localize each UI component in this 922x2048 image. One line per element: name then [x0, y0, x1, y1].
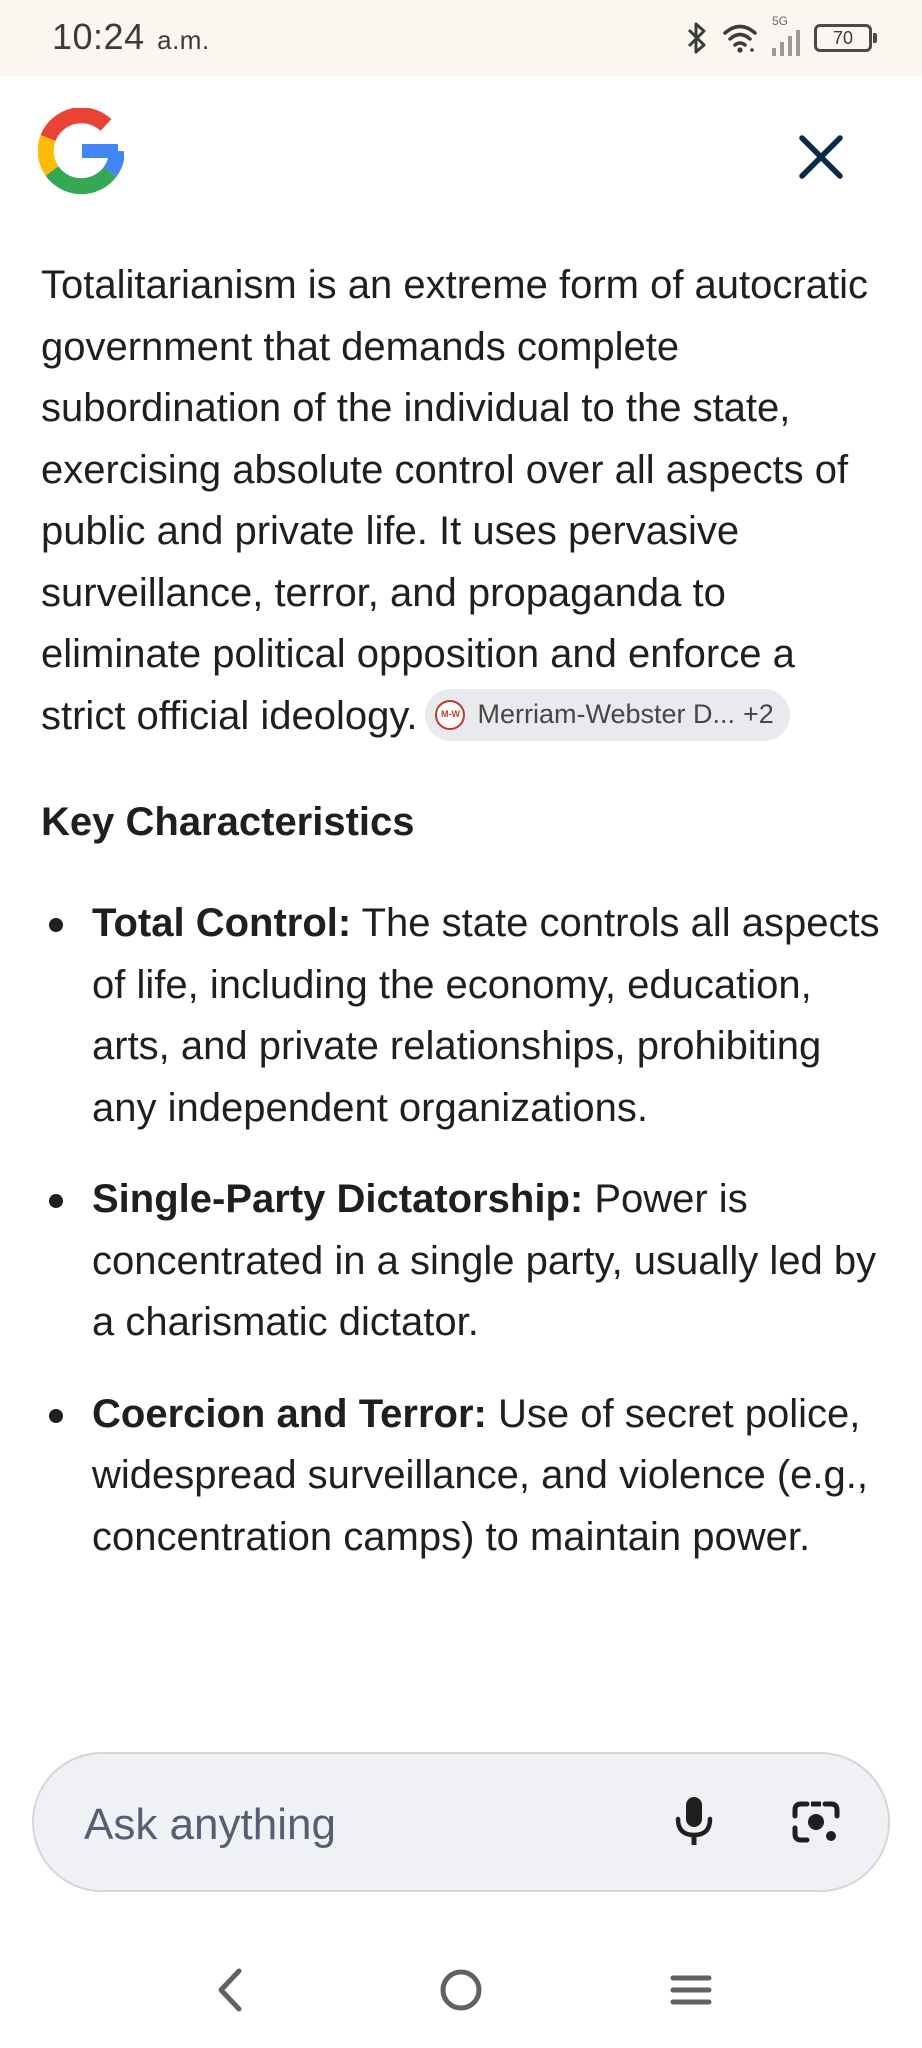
bullet-text: Use of secret police, widespread surveillance, and violence (e.g., concentration camps) to maintain power.: [92, 1391, 868, 1559]
microphone-button[interactable]: [662, 1790, 726, 1854]
menu-icon: [669, 1972, 713, 2008]
ask-bar: [32, 1752, 890, 1892]
home-icon: [439, 1968, 483, 2012]
signal-icon: [770, 14, 802, 58]
menu-button[interactable]: [656, 1960, 726, 2020]
battery-level: 70: [832, 27, 854, 48]
status-icons: [684, 16, 872, 60]
characteristics-list: [41, 893, 881, 1568]
home-button[interactable]: [426, 1960, 496, 2020]
wifi-icon: [722, 22, 758, 54]
battery-icon: [814, 24, 872, 52]
bullet-dot: [49, 1194, 63, 1208]
section-heading: Key Characteristics: [41, 800, 415, 844]
back-icon: [215, 1967, 245, 2013]
status-time-value: 10:24: [52, 16, 145, 57]
source-chip-label: Merriam-Webster D...: [477, 699, 735, 730]
bullet-term: Coercion and Terror:: [92, 1391, 487, 1436]
close-button[interactable]: [790, 126, 852, 188]
bullet-text: The state controls all aspects of life, including the economy, education, arts, and private relationships, prohibiting any independent organizations.: [92, 901, 880, 1130]
bullet-term: Single-Party Dictatorship:: [92, 1177, 584, 1221]
back-button[interactable]: [195, 1960, 265, 2020]
bullet-dot: [49, 1409, 63, 1423]
answer-paragraph-text: Totalitarianism is an extreme form of autocratic government that demands complete subordination of the individual to the state, exercising absolute control over all aspects of public and private life. It uses pervasive surveillance, terror, and propaganda to eliminate political opposition and enforce a strict official ideology.: [41, 263, 868, 738]
answer-content: [41, 255, 881, 1598]
google-lens-button[interactable]: [784, 1790, 848, 1854]
source-chip[interactable]: [425, 689, 789, 741]
status-time: [52, 16, 210, 58]
bullet-dot: [49, 918, 63, 932]
microphone-icon: [674, 1795, 714, 1849]
source-chip-more: +2: [743, 699, 774, 730]
google-logo: [38, 108, 124, 194]
ask-input[interactable]: [82, 1784, 606, 1866]
list-item: [41, 1384, 881, 1569]
bluetooth-icon: [684, 20, 710, 56]
list-item: [41, 893, 881, 1139]
network-type: 5G: [772, 14, 789, 28]
merriam-webster-logo: M-W: [435, 700, 465, 730]
bullet-text: Power is concentrated in a single party, usually led by a charismatic dictator.: [92, 1177, 877, 1344]
close-icon: [798, 134, 844, 180]
navigation-bar: [0, 1940, 922, 2040]
bullet-term: Total Control:: [92, 901, 352, 945]
status-bar: [0, 0, 922, 76]
google-lens-icon: [791, 1798, 841, 1846]
answer-paragraph: [41, 255, 881, 747]
list-item: [41, 1169, 881, 1354]
status-time-ampm: a.m.: [157, 25, 210, 55]
